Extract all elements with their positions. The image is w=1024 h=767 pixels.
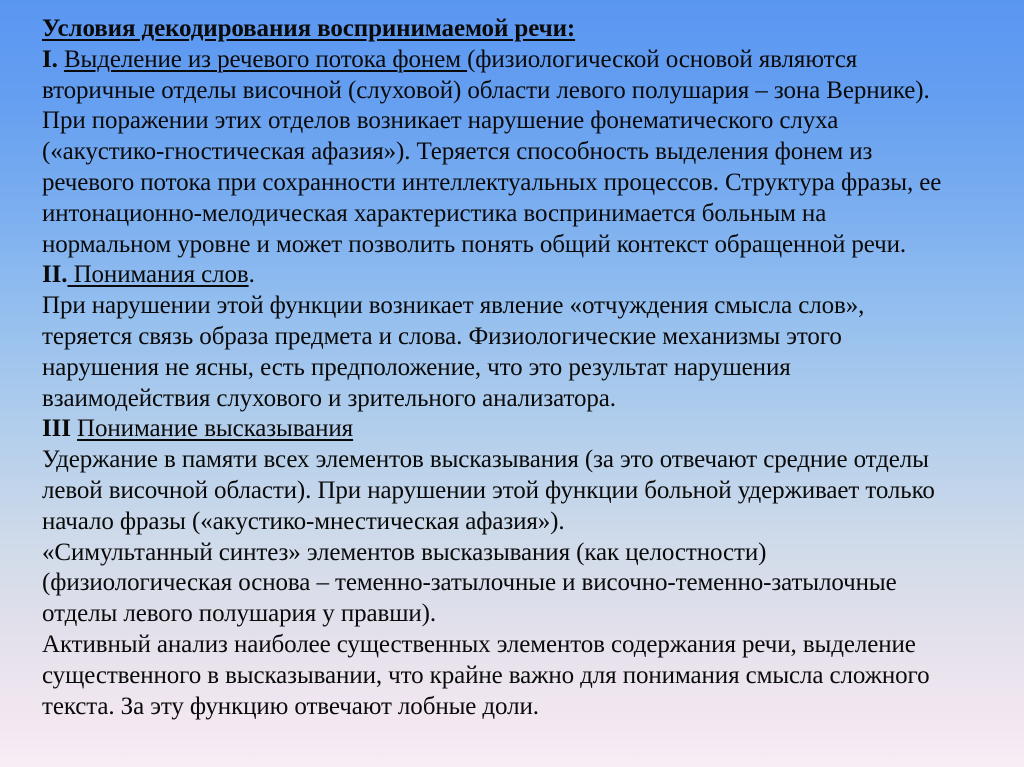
text-line <box>42 476 1010 507</box>
text-line <box>42 230 1010 261</box>
text-segment: текста. За эту функцию отвечают лобные доли. <box>42 692 539 720</box>
text-line <box>42 14 1010 45</box>
text-segment: Понимания слов <box>67 261 249 289</box>
text-segment: Понимание высказывания <box>77 415 354 443</box>
slide-text <box>42 14 1010 722</box>
text-segment: («акустико-гностическая афазия»). Теряется способность выделения фонем из <box>42 138 873 166</box>
text-segment: (физиологической основой являются <box>467 45 858 73</box>
text-line <box>42 661 1010 692</box>
text-line <box>42 322 1010 353</box>
text-segment: речевого потока при сохранности интеллектуальных процессов. Структура фразы, ее <box>42 168 942 196</box>
text-segment: вторичные отделы височной (слуховой) области левого полушария – зона Вернике). <box>42 76 930 104</box>
text-segment: При нарушении этой функции возникает явление «отчуждения смысла слов», <box>42 292 865 320</box>
text-line <box>42 76 1010 107</box>
text-segment: Выделение из речевого потока фонем <box>63 45 468 73</box>
text-line <box>42 568 1010 599</box>
text-line <box>42 137 1010 168</box>
text-segment: интонационно-мелодическая характеристика воспринимается больным на <box>42 199 827 227</box>
text-segment: II. <box>42 261 68 289</box>
text-segment: Условия декодирования воспринимаемой речи: <box>42 15 576 42</box>
text-line <box>42 260 1010 291</box>
text-segment: Активный анализ наиболее существенных элементов содержания речи, выделение <box>42 630 916 658</box>
text-line <box>42 507 1010 538</box>
text-line <box>42 353 1010 384</box>
text-segment: I. <box>42 45 64 73</box>
text-segment: III <box>42 415 78 443</box>
text-segment: существенного в высказывании, что крайне важно для понимания смысла сложного <box>42 661 930 689</box>
text-line <box>42 168 1010 199</box>
text-segment: При поражении этих отделов возникает нарушение фонематического слуха <box>42 107 839 135</box>
text-segment: Удержание в памяти всех элементов высказывания (за это отвечают средние отделы <box>42 446 929 474</box>
text-segment: теряется связь образа предмета и слова. Физиологические механизмы этого <box>42 322 842 350</box>
text-line <box>42 291 1010 322</box>
text-segment: начало фразы («акустико-мнестическая афазия»). <box>42 507 565 535</box>
text-line <box>42 445 1010 476</box>
text-segment: взаимодействия слухового и зрительного анализатора. <box>42 384 616 412</box>
text-line <box>42 692 1010 723</box>
text-segment: «Симультанный синтез» элементов высказывания (как целостности) <box>42 538 767 566</box>
text-line <box>42 414 1010 445</box>
text-line <box>42 630 1010 661</box>
text-line <box>42 45 1010 76</box>
text-segment: (физиологическая основа – теменно-затылочные и височно-теменно-затылочные <box>42 569 897 597</box>
text-segment: . <box>248 261 255 289</box>
text-line <box>42 199 1010 230</box>
text-segment: левой височной области). При нарушении этой функции больной удерживает только <box>42 476 935 504</box>
text-segment: нарушения не ясны, есть предположение, что это результат нарушения <box>42 353 791 381</box>
text-line <box>42 599 1010 630</box>
text-line <box>42 384 1010 415</box>
text-segment: нормальном уровне и может позволить понять общий контекст обращенной речи. <box>42 230 907 258</box>
text-line <box>42 538 1010 569</box>
text-segment: отделы левого полушария у правши). <box>42 600 437 628</box>
text-line <box>42 106 1010 137</box>
